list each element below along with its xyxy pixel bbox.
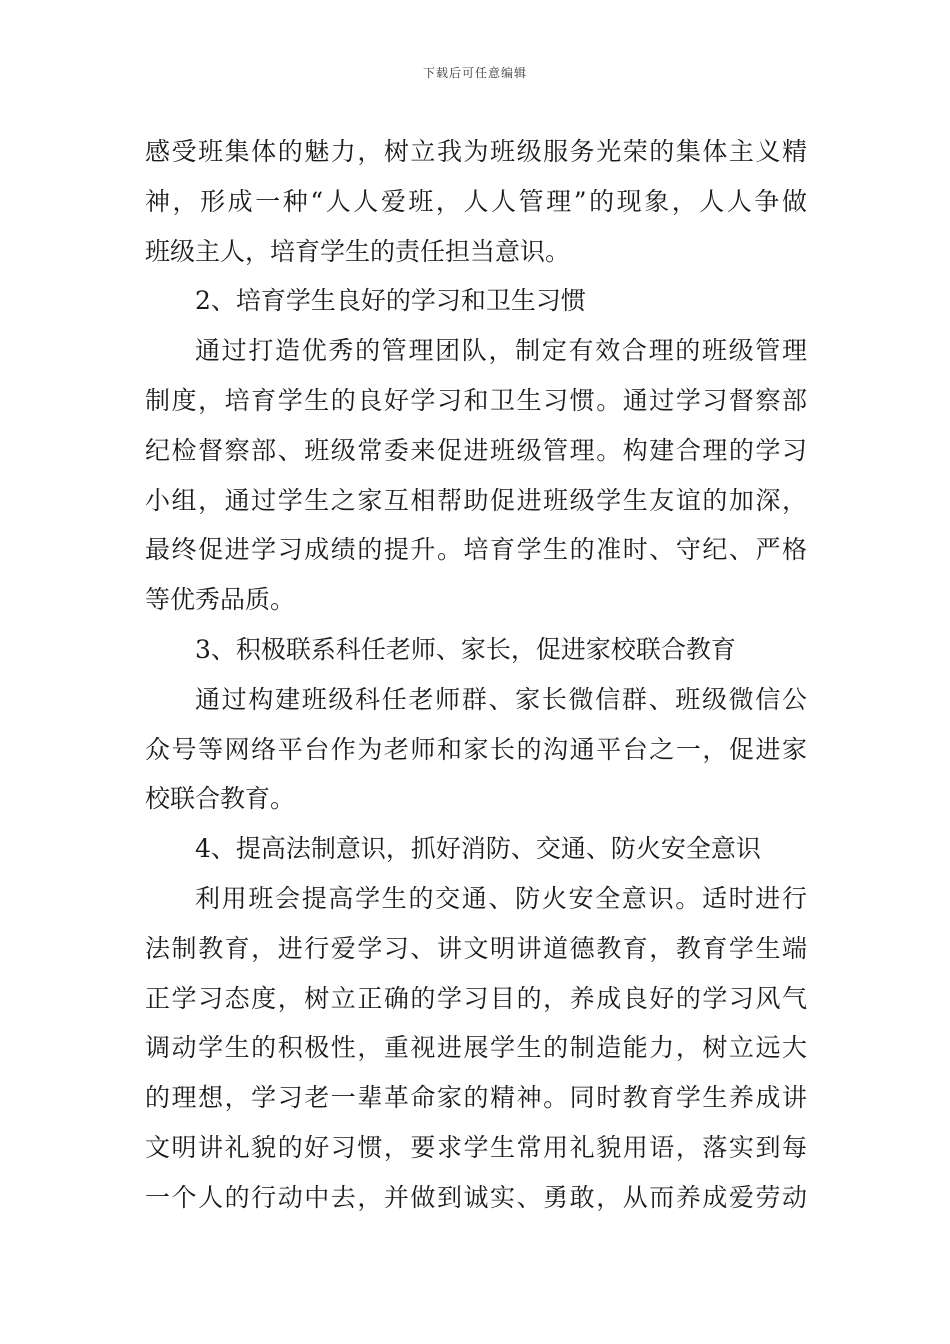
text-line: 的理想，学习老一辈革命家的精神。同时教育学生养成讲 — [145, 1083, 807, 1113]
text-line: 纪检督察部、班级常委来促进班级管理。构建合理的学习 — [145, 435, 807, 465]
text-line: 4、提高法制意识，抓好消防、交通、防火安全意识 — [195, 834, 761, 864]
page-header: 下载后可任意编辑 — [422, 66, 527, 80]
text-line: 法制教育，进行爱学习、讲文明讲道德教育，教育学生端 — [145, 933, 807, 963]
text-line: 制度，培育学生的良好学习和卫生习惯。通过学习督察部 — [145, 385, 807, 415]
text-line: 等优秀品质。 — [145, 585, 296, 615]
text-line: 众号等网络平台作为老师和家长的沟通平台之一，促进家 — [145, 734, 807, 764]
text-line: 调动学生的积极性，重视进展学生的制造能力，树立远大 — [145, 1033, 807, 1063]
text-line: 正学习态度，树立正确的学习目的，养成良好的学习风气 — [145, 983, 807, 1013]
text-line: 通过构建班级科任老师群、家长微信群、班级微信公 — [195, 684, 807, 714]
text-line: 一个人的行动中去，并做到诚实、勇敢，从而养成爱劳动 — [145, 1182, 807, 1212]
text-line: 校联合教育。 — [145, 784, 296, 814]
document-body — [145, 127, 807, 1223]
text-line: 神，形成一种“人人爱班，人人管理”的现象，人人争做 — [145, 186, 807, 216]
text-line: 通过打造优秀的管理团队，制定有效合理的班级管理 — [195, 336, 807, 366]
text-line: 3、积极联系科任老师、家长，促进家校联合教育 — [195, 634, 736, 664]
text-line: 利用班会提高学生的交通、防火安全意识。适时进行 — [195, 883, 807, 913]
text-line: 最终促进学习成绩的提升。培育学生的准时、守纪、严格 — [145, 535, 807, 565]
text-line: 小组，通过学生之家互相帮助促进班级学生友谊的加深， — [145, 485, 807, 515]
text-line: 班级主人，培育学生的责任担当意识。 — [145, 236, 571, 266]
text-line: 2、培育学生良好的学习和卫生习惯 — [195, 286, 586, 316]
text-line: 感受班集体的魅力，树立我为班级服务光荣的集体主义精 — [145, 137, 807, 166]
text-line: 文明讲礼貌的好习惯，要求学生常用礼貌用语，落实到每 — [145, 1132, 807, 1162]
